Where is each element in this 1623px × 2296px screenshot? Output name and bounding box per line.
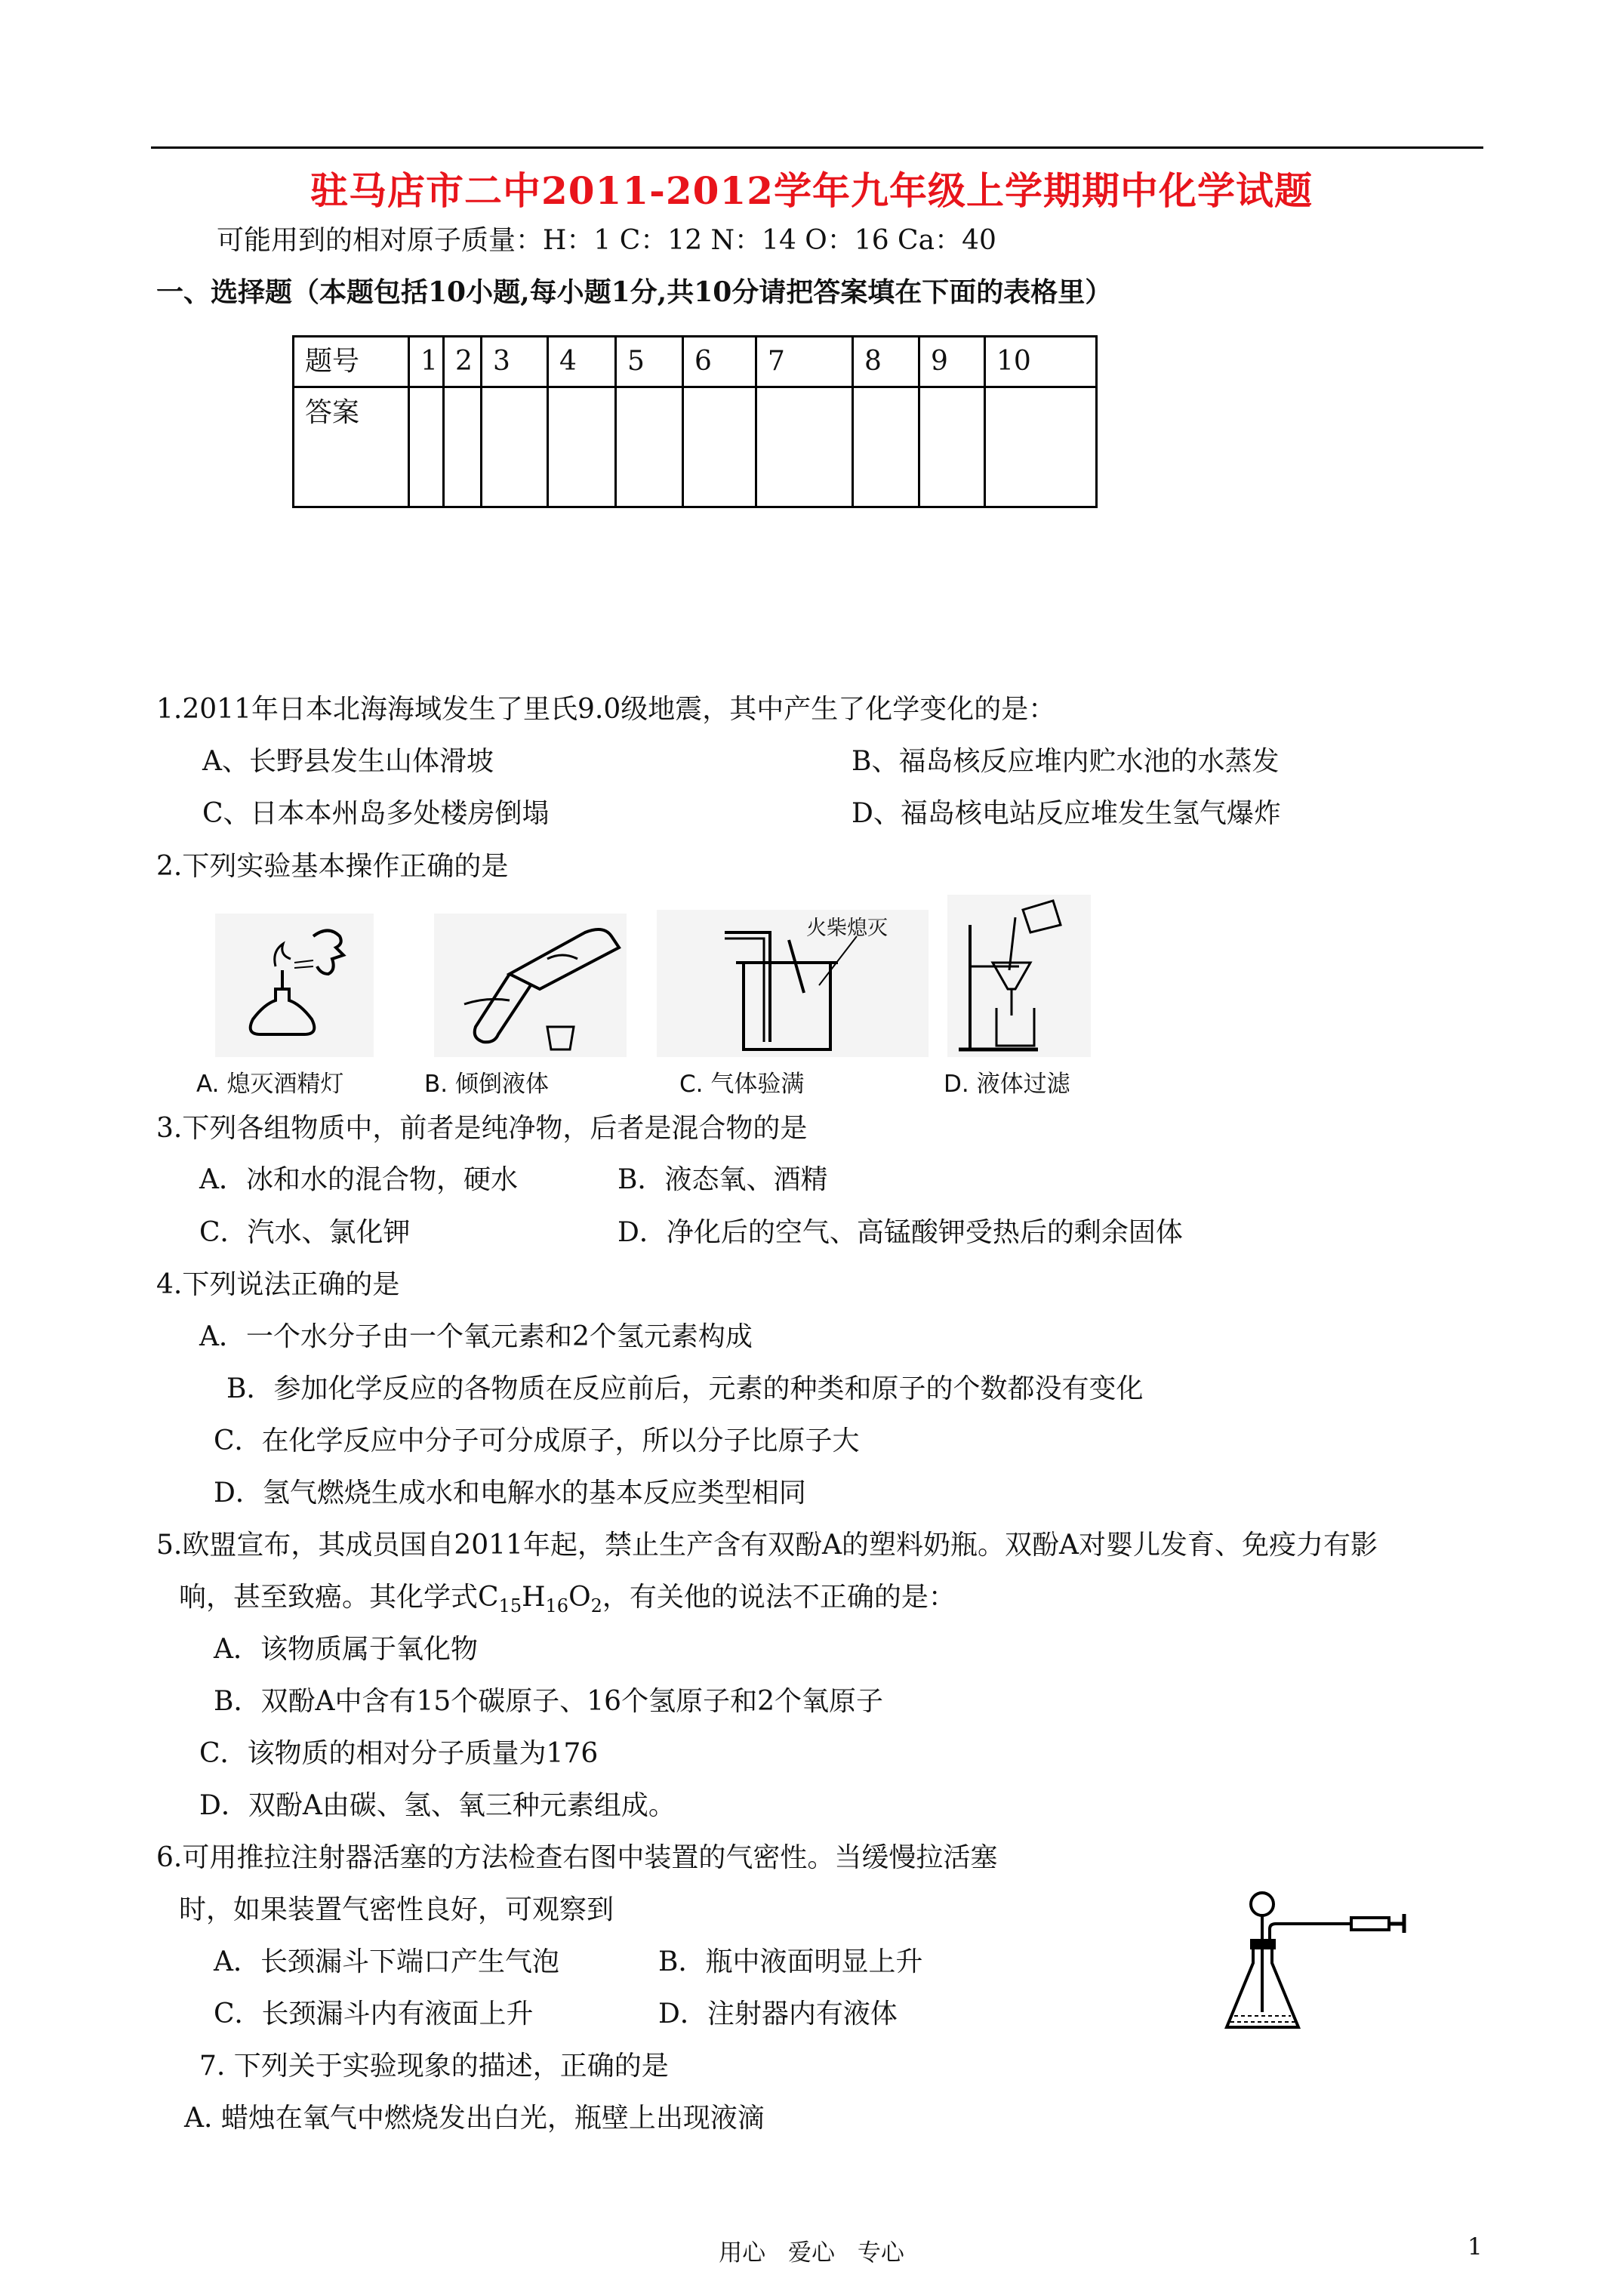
q5-option-d: D．双酚A由碳、氢、氧三种元素组成。 bbox=[199, 1790, 676, 1821]
q4-option-a: A．一个水分子由一个氧元素和2个氢元素构成 bbox=[199, 1321, 753, 1352]
q2-option-b: B. 倾倒液体 bbox=[424, 1071, 549, 1098]
pouring-liquid-figure bbox=[434, 914, 627, 1057]
q5-stem-line1: 5.欧盟宣布，其成员国自2011年起，禁止生产含有双酚A的塑料奶瓶。双酚A对婴儿发育、免疫力有影 bbox=[156, 1530, 1378, 1561]
q7-option-a: A. 蜡烛在氧气中燃烧发出白光，瓶壁上出现液滴 bbox=[184, 2103, 765, 2134]
q1-stem: 1.2011年日本北海海域发生了里氏9.0级地震，其中产生了化学变化的是： bbox=[156, 694, 1056, 725]
q2-stem: 2.下列实验基本操作正确的是 bbox=[156, 851, 509, 882]
page-title: 驻马店市二中2011-2012学年九年级上学期期中化学试题 bbox=[310, 168, 1313, 213]
answer-label-cell: 答案 bbox=[294, 387, 409, 507]
answer-table-header-row bbox=[294, 337, 1097, 387]
answer-table bbox=[292, 335, 1098, 508]
header-rule bbox=[151, 146, 1483, 149]
q6-stem-line1: 6.可用推拉注射器活塞的方法检查右图中装置的气密性。当缓慢拉活塞 bbox=[156, 1842, 998, 1873]
header-label-cell: 题号 bbox=[294, 337, 409, 387]
q4-option-b: B．参加化学反应的各物质在反应前后，元素的种类和原子的个数都没有变化 bbox=[226, 1373, 1144, 1404]
q6-option-c: C．长颈漏斗内有液面上升 bbox=[214, 1999, 534, 2029]
match-label: 火柴熄灭 bbox=[806, 917, 888, 940]
q5-stem-suffix: ，有关他的说法不正确的是： bbox=[602, 1582, 956, 1613]
answer-cell[interactable] bbox=[548, 387, 616, 507]
q3-option-b: B．液态氧、酒精 bbox=[617, 1164, 828, 1195]
question-number-cell: 10 bbox=[985, 337, 1097, 387]
question-number-cell: 8 bbox=[853, 337, 919, 387]
answer-cell[interactable] bbox=[985, 387, 1097, 507]
q6-option-b: B．瓶中液面明显上升 bbox=[658, 1946, 923, 1977]
q2-option-a: A. 熄灭酒精灯 bbox=[196, 1071, 344, 1098]
question-number-cell: 3 bbox=[482, 337, 548, 387]
filtration-figure bbox=[947, 895, 1091, 1057]
q4-option-c: C．在化学反应中分子可分成原子，所以分子比原子大 bbox=[214, 1425, 860, 1456]
atomic-masses: 可能用到的相对原子质量：H：1 C：12 N：14 O：16 Ca：40 bbox=[217, 225, 996, 256]
question-number-cell: 7 bbox=[756, 337, 853, 387]
q1-option-a: A、长野县发生山体滑坡 bbox=[202, 746, 494, 777]
q7-stem: 7. 下列关于实验现象的描述，正确的是 bbox=[199, 2051, 669, 2082]
question-number-cell: 4 bbox=[548, 337, 616, 387]
answer-cell[interactable] bbox=[919, 387, 985, 507]
q3-option-d: D．净化后的空气、高锰酸钾受热后的剩余固体 bbox=[617, 1217, 1183, 1248]
question-number-cell: 9 bbox=[919, 337, 985, 387]
question-number-cell: 6 bbox=[683, 337, 756, 387]
q5-option-c: C．该物质的相对分子质量为176 bbox=[199, 1738, 599, 1769]
q3-option-c: C．汽水、氯化钾 bbox=[199, 1217, 411, 1248]
alcohol-lamp-figure bbox=[215, 914, 374, 1057]
answer-cell[interactable] bbox=[616, 387, 683, 507]
q5-stem-line2 bbox=[179, 1581, 956, 1623]
answer-cell[interactable] bbox=[409, 387, 444, 507]
q3-stem: 3.下列各组物质中，前者是纯净物，后者是混合物的是 bbox=[156, 1113, 808, 1144]
q5-option-a: A．该物质属于氧化物 bbox=[214, 1634, 478, 1665]
q4-stem: 4.下列说法正确的是 bbox=[156, 1269, 400, 1300]
answer-table-answer-row bbox=[294, 387, 1097, 507]
page-footer: 用心 爱心 专心 bbox=[719, 2239, 904, 2267]
answer-cell[interactable] bbox=[853, 387, 919, 507]
q5-stem-prefix: 响，甚至致癌。其化学式 bbox=[179, 1582, 479, 1613]
answer-cell[interactable] bbox=[444, 387, 482, 507]
page-number: 1 bbox=[1467, 2233, 1483, 2261]
q1-option-b: B、福岛核反应堆内贮水池的水蒸发 bbox=[852, 746, 1280, 777]
q6-stem-line2: 时，如果装置气密性良好，可观察到 bbox=[179, 1894, 614, 1925]
question-number-cell: 2 bbox=[444, 337, 482, 387]
formula: $C_{15}H_{16}O_2$ bbox=[478, 1582, 602, 1616]
section-heading: 一、选择题（本题包括10小题,每小题1分,共10分请把答案填在下面的表格里） bbox=[156, 276, 1113, 308]
question-number-cell: 5 bbox=[616, 337, 683, 387]
q6-option-d: D．注射器内有液体 bbox=[658, 1999, 898, 2029]
question-number-cell: 1 bbox=[409, 337, 444, 387]
answer-cell[interactable] bbox=[683, 387, 756, 507]
airtightness-apparatus-figure bbox=[1215, 1888, 1412, 2039]
answer-cell[interactable] bbox=[756, 387, 853, 507]
q3-option-a: A．冰和水的混合物，硬水 bbox=[199, 1164, 518, 1195]
q1-option-d: D、福岛核电站反应堆发生氢气爆炸 bbox=[852, 798, 1281, 829]
q5-option-b: B．双酚A中含有15个碳原子、16个氢原子和2个氧原子 bbox=[214, 1686, 883, 1717]
q1-option-c: C、日本本州岛多处楼房倒塌 bbox=[202, 798, 550, 829]
q4-option-d: D．氢气燃烧生成水和电解水的基本反应类型相同 bbox=[214, 1478, 806, 1509]
q2-option-d: D. 液体过滤 bbox=[944, 1071, 1070, 1098]
answer-cell[interactable] bbox=[482, 387, 548, 507]
gas-test-figure bbox=[657, 910, 929, 1057]
q2-option-c: C. 气体验满 bbox=[679, 1071, 805, 1098]
q6-option-a: A．长颈漏斗下端口产生气泡 bbox=[214, 1946, 559, 1977]
